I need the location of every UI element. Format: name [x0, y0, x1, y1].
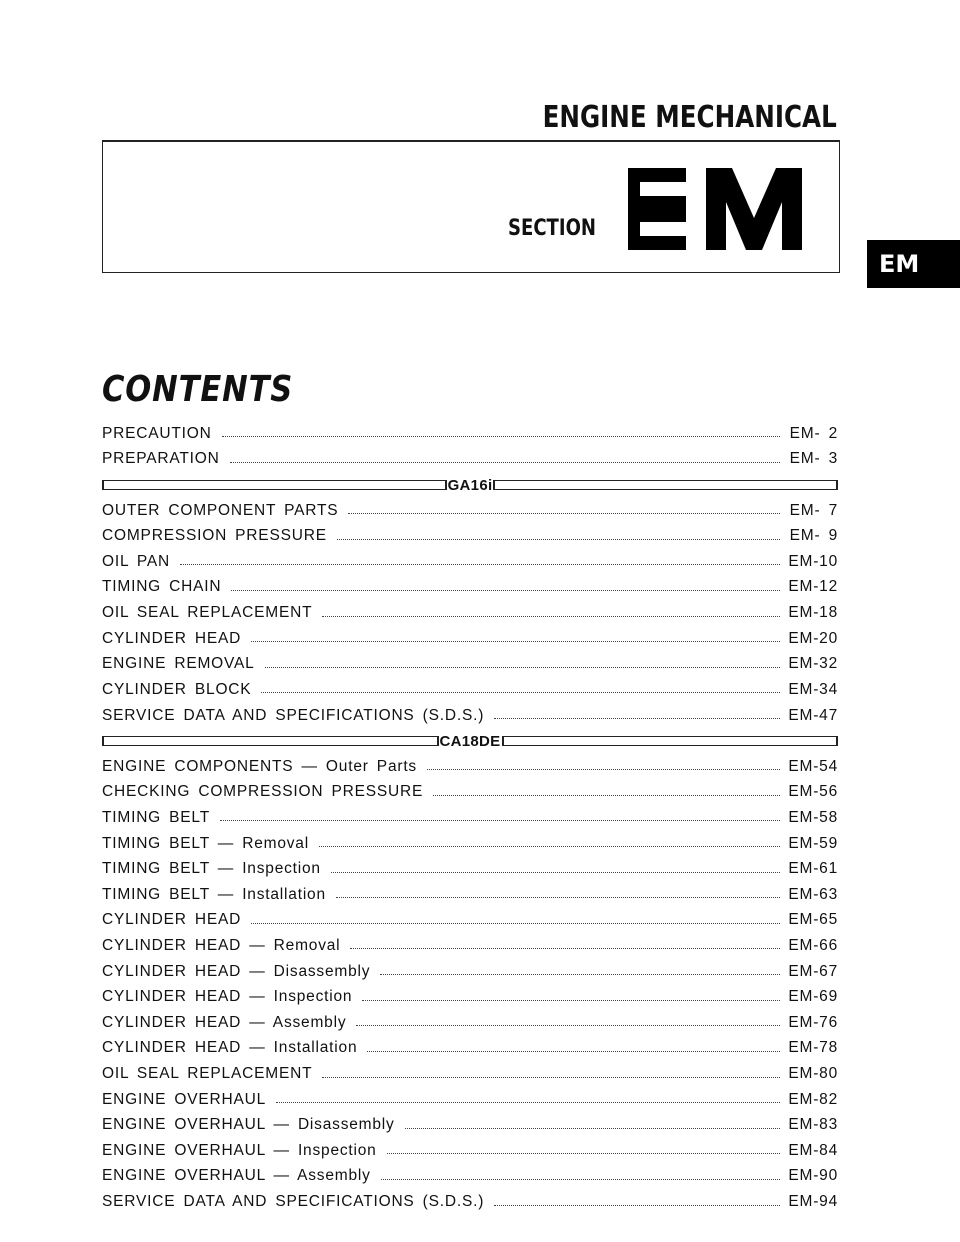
- toc-entry-label: SERVICE DATA AND SPECIFICATIONS (S.D.S.): [102, 706, 485, 724]
- toc-entry-page: EM-90: [788, 1167, 838, 1185]
- toc-entry-label: CYLINDER HEAD — Disassembly: [102, 962, 371, 980]
- toc-entry[interactable]: [102, 1164, 838, 1190]
- toc-entry-page: EM-78: [788, 1039, 838, 1057]
- toc-entry[interactable]: [102, 1087, 838, 1113]
- toc-entry-page: EM-84: [788, 1141, 838, 1159]
- toc-entry-page: EM-34: [788, 680, 838, 698]
- toc-entry-label: OIL SEAL REPLACEMENT: [102, 604, 313, 622]
- toc-entry[interactable]: [102, 575, 838, 601]
- toc-entry-label: OUTER COMPONENT PARTS: [102, 501, 339, 519]
- section-code-text: EM: [628, 168, 630, 169]
- toc-entry-page: EM- 2: [789, 424, 838, 442]
- divider-bar: [502, 736, 839, 746]
- dot-leader: [222, 426, 780, 437]
- dot-leader: [230, 452, 780, 463]
- toc-entry-label: CYLINDER HEAD — Inspection: [102, 988, 353, 1006]
- dot-leader: [231, 580, 780, 591]
- toc-entry[interactable]: [102, 933, 838, 959]
- toc-entry-label: ENGINE OVERHAUL — Inspection: [102, 1141, 377, 1159]
- toc-entry[interactable]: [102, 677, 838, 703]
- dot-leader: [427, 759, 780, 770]
- dot-leader: [494, 1195, 780, 1206]
- toc-entry-page: EM-69: [788, 988, 838, 1006]
- toc-entry[interactable]: [102, 959, 838, 985]
- toc-entry-label: CHECKING COMPRESSION PRESSURE: [102, 783, 424, 801]
- toc-entry-label: OIL PAN: [102, 552, 171, 570]
- toc-entry-page: EM-63: [788, 885, 838, 903]
- toc-entry[interactable]: [102, 805, 838, 831]
- engine-divider: [102, 472, 838, 498]
- toc-entry-label: CYLINDER HEAD: [102, 911, 242, 929]
- toc-entry-page: EM-58: [788, 808, 838, 826]
- engine-divider: [102, 728, 838, 754]
- dot-leader: [322, 1067, 780, 1078]
- toc-entry[interactable]: [102, 523, 838, 549]
- toc-entry-page: EM-18: [788, 604, 838, 622]
- toc-entry[interactable]: [102, 1061, 838, 1087]
- dot-leader: [356, 1015, 780, 1026]
- toc-entry-label: ENGINE REMOVAL: [102, 655, 255, 673]
- toc-entry[interactable]: [102, 447, 838, 473]
- section-tab[interactable]: EM: [867, 240, 960, 288]
- page-title: ENGINE MECHANICAL: [542, 100, 837, 135]
- toc-entry-label: ENGINE COMPONENTS — Outer Parts: [102, 757, 417, 775]
- dot-leader: [261, 682, 780, 693]
- dot-leader: [336, 887, 780, 898]
- toc-entry[interactable]: [102, 831, 838, 857]
- toc-entry-page: EM-54: [788, 757, 838, 775]
- toc-entry[interactable]: [102, 1010, 838, 1036]
- toc-entry-page: EM-10: [788, 552, 838, 570]
- dot-leader: [381, 1169, 780, 1180]
- toc-entry-page: EM-82: [788, 1090, 838, 1108]
- toc-entry-page: EM-32: [788, 655, 838, 673]
- toc-entry[interactable]: [102, 498, 838, 524]
- toc-entry[interactable]: [102, 984, 838, 1010]
- toc-entry-label: CYLINDER HEAD — Assembly: [102, 1013, 347, 1031]
- toc-entry-label: TIMING BELT — Installation: [102, 885, 326, 903]
- divider-bar: [493, 480, 838, 490]
- toc-entry-label: PREPARATION: [102, 450, 220, 468]
- toc-entry[interactable]: [102, 651, 838, 677]
- toc-entry-page: EM-65: [788, 911, 838, 929]
- dot-leader: [220, 810, 780, 821]
- toc-entry-page: EM-67: [788, 962, 838, 980]
- toc-entry-page: EM-76: [788, 1013, 838, 1031]
- toc-entry-page: EM-66: [788, 936, 838, 954]
- toc-entry-page: EM-80: [788, 1065, 838, 1083]
- toc-entry[interactable]: [102, 1189, 838, 1215]
- section-label: SECTION: [508, 216, 597, 241]
- toc-entry-label: TIMING BELT — Inspection: [102, 860, 321, 878]
- toc-entry-label: PRECAUTION: [102, 424, 212, 442]
- table-of-contents: [102, 421, 838, 1215]
- toc-entry-page: EM-20: [788, 629, 838, 647]
- toc-entry-label: CYLINDER HEAD: [102, 629, 242, 647]
- dot-leader: [387, 1143, 780, 1154]
- toc-entry[interactable]: [102, 600, 838, 626]
- dot-leader: [367, 1041, 780, 1052]
- dot-leader: [180, 554, 780, 565]
- dot-leader: [251, 631, 780, 642]
- toc-entry-page: EM-94: [788, 1193, 838, 1211]
- dot-leader: [348, 503, 780, 514]
- contents-heading: CONTENTS: [102, 369, 294, 410]
- toc-entry[interactable]: [102, 1036, 838, 1062]
- dot-leader: [276, 1092, 780, 1103]
- toc-entry-label: OIL SEAL REPLACEMENT: [102, 1065, 313, 1083]
- toc-entry-label: COMPRESSION PRESSURE: [102, 527, 327, 545]
- toc-entry[interactable]: [102, 703, 838, 729]
- toc-entry-label: ENGINE OVERHAUL — Assembly: [102, 1167, 371, 1185]
- toc-entry[interactable]: [102, 856, 838, 882]
- toc-entry[interactable]: [102, 421, 838, 447]
- dot-leader: [331, 862, 780, 873]
- toc-entry-label: CYLINDER HEAD — Installation: [102, 1039, 358, 1057]
- toc-entry[interactable]: [102, 908, 838, 934]
- toc-entry[interactable]: [102, 549, 838, 575]
- toc-entry-label: CYLINDER HEAD — Removal: [102, 936, 341, 954]
- toc-entry-page: EM- 3: [789, 450, 838, 468]
- toc-entry[interactable]: [102, 626, 838, 652]
- dot-leader: [322, 606, 780, 617]
- toc-entry-label: SERVICE DATA AND SPECIFICATIONS (S.D.S.): [102, 1193, 485, 1211]
- toc-entry-page: EM-83: [788, 1116, 838, 1134]
- toc-entry-label: ENGINE OVERHAUL — Disassembly: [102, 1116, 395, 1134]
- toc-entry-label: CYLINDER BLOCK: [102, 680, 252, 698]
- toc-entry-page: EM-59: [788, 834, 838, 852]
- dot-leader: [350, 938, 780, 949]
- toc-entry-label: TIMING BELT: [102, 808, 210, 826]
- section-code-logo: [628, 168, 833, 250]
- toc-entry[interactable]: [102, 754, 838, 780]
- toc-entry-label: TIMING CHAIN: [102, 578, 222, 596]
- dot-leader: [251, 913, 780, 924]
- toc-entry-page: EM- 9: [789, 527, 838, 545]
- toc-entry[interactable]: [102, 780, 838, 806]
- toc-entry-page: EM-12: [788, 578, 838, 596]
- engine-code: CA18DE: [439, 732, 501, 750]
- toc-entry-page: EM- 7: [789, 501, 838, 519]
- toc-entry-page: EM-61: [788, 860, 838, 878]
- toc-entry[interactable]: [102, 1112, 838, 1138]
- dot-leader: [319, 836, 780, 847]
- engine-code: GA16i: [447, 476, 493, 494]
- divider-bar: [102, 480, 447, 490]
- dot-leader: [494, 708, 780, 719]
- dot-leader: [362, 990, 780, 1001]
- dot-leader: [380, 964, 780, 975]
- toc-entry-page: EM-47: [788, 706, 838, 724]
- dot-leader: [405, 1118, 780, 1129]
- toc-entry-label: ENGINE OVERHAUL: [102, 1090, 267, 1108]
- dot-leader: [337, 529, 780, 540]
- toc-entry[interactable]: [102, 882, 838, 908]
- toc-entry-label: TIMING BELT — Removal: [102, 834, 309, 852]
- dot-leader: [265, 657, 780, 668]
- dot-leader: [433, 785, 780, 796]
- divider-bar: [102, 736, 439, 746]
- toc-entry-page: EM-56: [788, 783, 838, 801]
- toc-entry[interactable]: [102, 1138, 838, 1164]
